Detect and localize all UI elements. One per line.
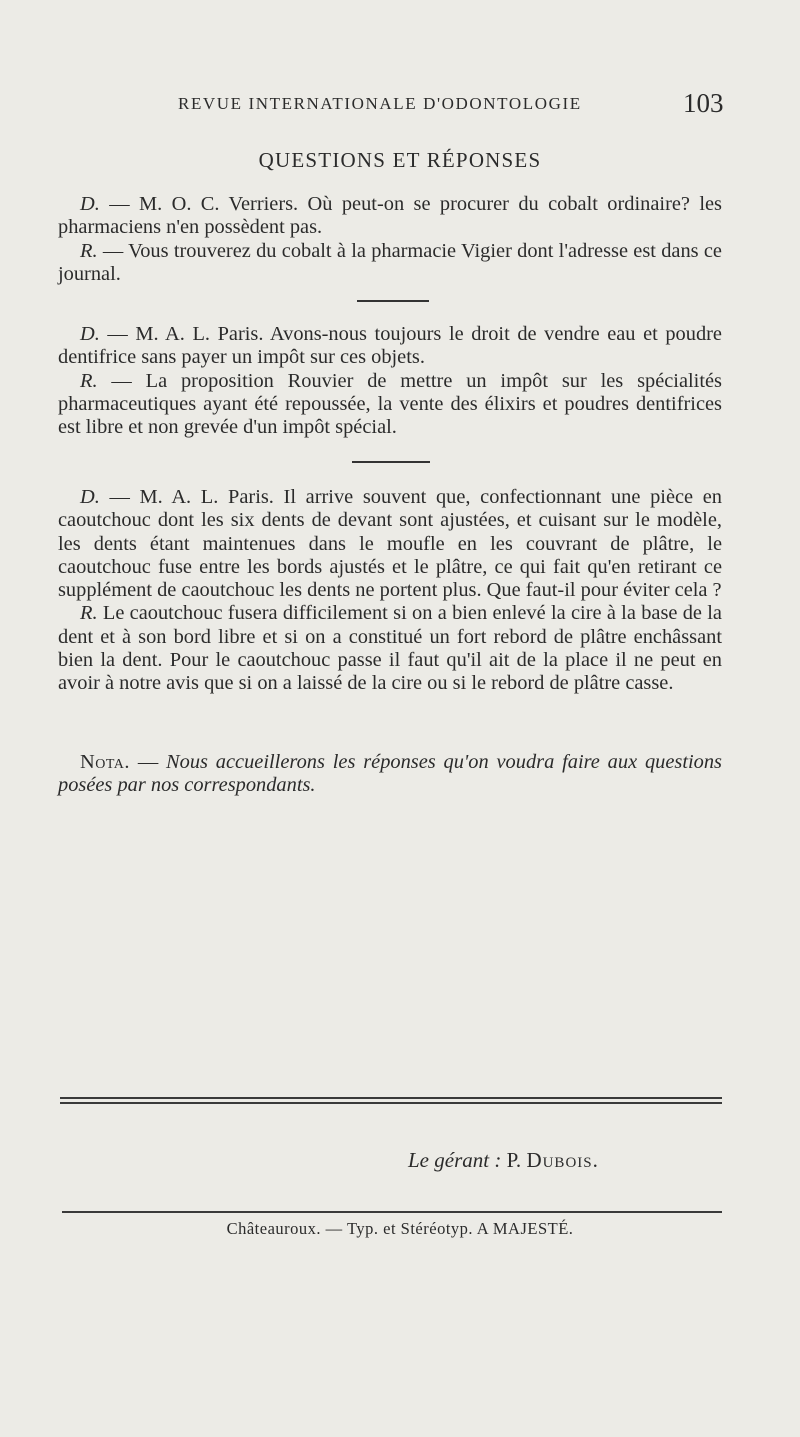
nota-label: Nota.: [80, 751, 130, 773]
nota-note: [58, 751, 722, 798]
signature-line: [408, 1148, 599, 1173]
page-number: 103: [683, 88, 724, 118]
answer-1: [58, 240, 722, 287]
nota-text: Nous accueillerons les réponses qu'on voudra faire aux questions posées par nos correspondants.: [58, 751, 722, 797]
separator-rule: [357, 300, 429, 302]
signature-name: Dubois.: [526, 1148, 599, 1172]
qa-item-3: [58, 486, 722, 696]
qa-item-2: [58, 323, 722, 439]
question-label: D.: [80, 193, 100, 215]
question-label: D.: [80, 486, 100, 508]
qa-item-1: [58, 193, 722, 286]
question-1: [58, 193, 722, 240]
question-text: — M. A. L. Paris. Il arrive souvent que, confectionnant une pièce en caoutchouc dont les six dents de devant sont ajustées, et cuisant sur le modèle, les dents étant maintenues dans le moufle en les couvrant de plâtre, le caoutchouc fuse entre les bords ajustés et le plâtre, ce qui fait qu'en retirant ce supplément de caoutchouc les dents ne portent plus. Que faut-il pour éviter cela ?: [58, 486, 722, 602]
section-title: QUESTIONS ET RÉPONSES: [258, 148, 542, 172]
printer-imprint: Châteauroux. — Typ. et Stéréotyp. A MAJESTÉ.: [226, 1219, 574, 1238]
answer-3: [58, 602, 722, 695]
running-head: REVUE INTERNATIONALE D'ODONTOLOGIE: [178, 94, 582, 113]
answer-label: R.: [80, 602, 98, 625]
footer-rule: [62, 1211, 722, 1213]
signature-initial: P.: [506, 1148, 522, 1172]
nota-dash: —: [129, 751, 167, 773]
answer-2: [58, 370, 722, 440]
answer-label: R.: [80, 369, 98, 392]
double-rule-top: [60, 1097, 722, 1099]
signature-label: Le gérant :: [408, 1148, 502, 1172]
double-rule-bottom: [60, 1102, 722, 1104]
answer-text: — La proposition Rouvier de mettre un impôt sur les spécialités pharmaceutiques ayant été repoussée, la vente des élixirs et poudres dentifrices est libre et non grevée d'un impôt spécial.: [58, 369, 722, 439]
question-2: [58, 323, 722, 370]
question-text: — M. A. L. Paris. Avons-nous toujours le droit de vendre eau et poudre dentifrice sans payer un impôt sur ces objets.: [58, 323, 722, 369]
answer-text: Le caoutchouc fusera difficilement si on a bien enlevé la cire à la base de la dent et à son bord libre et si on a constitué un fort rebord de plâtre enchâssant bien la dent. Pour le caoutchouc passe il faut qu'il ait de la place il ne peut en avoir à notre avis que si on a laissé de la cire ou si le rebord de plâtre casse.: [58, 602, 722, 695]
question-3: [58, 486, 722, 602]
answer-text: — Vous trouverez du cobalt à la pharmacie Vigier dont l'adresse est dans ce journal.: [58, 239, 722, 285]
question-text: — M. O. C. Verriers. Où peut-on se procurer du cobalt ordinaire? les pharmaciens n'en possèdent pas.: [58, 193, 722, 239]
separator-rule: [352, 461, 430, 463]
question-label: D.: [80, 323, 100, 345]
answer-label: R.: [80, 239, 98, 262]
